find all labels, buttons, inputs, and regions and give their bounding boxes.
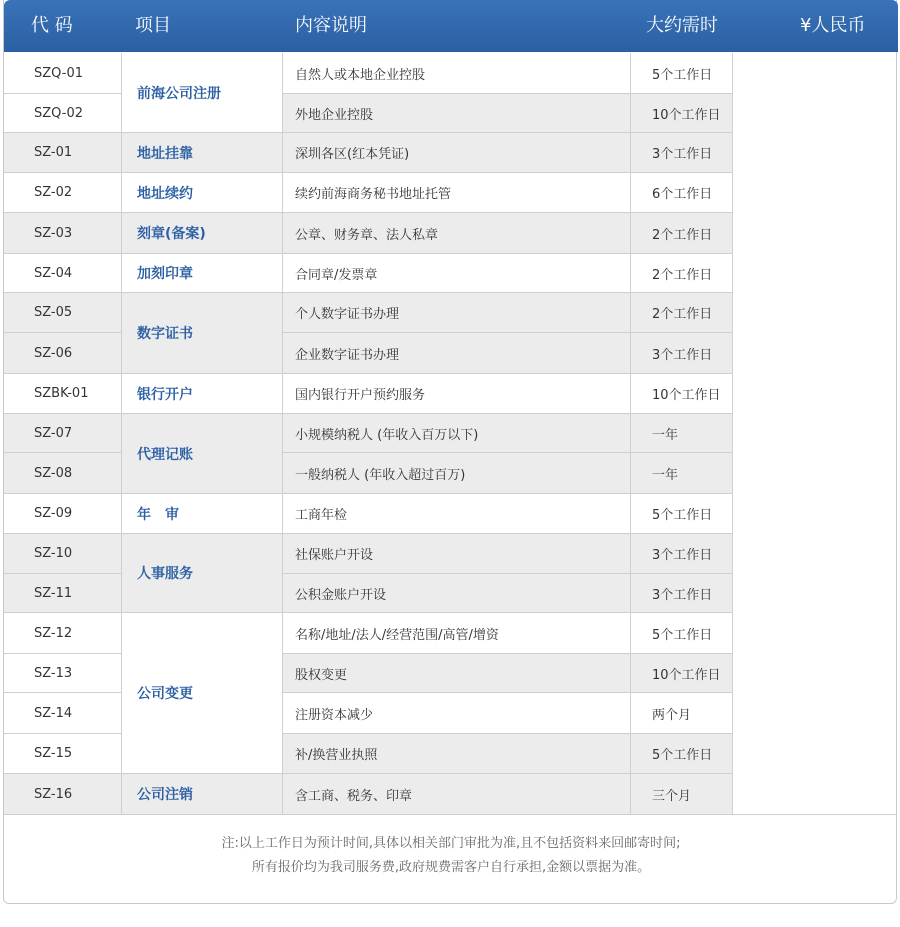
table-header <box>4 0 898 52</box>
code-cell: SZ-14 <box>4 693 122 734</box>
header-duration: 大约需时 <box>646 15 718 36</box>
description-cell: 注册资本减少 <box>283 693 631 734</box>
header-price: ¥人民币 <box>800 15 866 36</box>
code-cell: SZQ-02 <box>4 94 122 133</box>
code-cell: SZ-10 <box>4 534 122 574</box>
duration-cell: 5个工作日 <box>631 494 733 534</box>
code-cell: SZBK-01 <box>4 374 122 414</box>
duration-cell: 3个工作日 <box>631 534 733 574</box>
header-content: 内容说明 <box>295 15 367 36</box>
footnote-line-2: 所有报价均为我司服务费,政府规费需客户自行承担,金额以票据为准。 <box>251 860 651 875</box>
project-cell: 银行开户 <box>122 374 283 414</box>
description-cell: 工商年检 <box>283 494 631 534</box>
project-cell: 人事服务 <box>122 534 283 613</box>
footnote <box>4 814 898 880</box>
duration-cell: 3个工作日 <box>631 133 733 173</box>
description-cell: 一般纳税人 (年收入超过百万) <box>283 453 631 494</box>
description-cell: 股权变更 <box>283 654 631 693</box>
project-cell: 数字证书 <box>122 293 283 374</box>
duration-cell: 5个工作日 <box>631 613 733 654</box>
project-cell: 代理记账 <box>122 414 283 494</box>
code-cell: SZ-09 <box>4 494 122 534</box>
code-cell: SZ-01 <box>4 133 122 173</box>
service-table <box>3 0 897 904</box>
header-code: 代 码 <box>31 15 73 36</box>
project-cell: 公司变更 <box>122 613 283 774</box>
code-cell: SZ-15 <box>4 734 122 774</box>
code-cell: SZ-11 <box>4 574 122 613</box>
code-cell: SZ-07 <box>4 414 122 453</box>
price-column <box>733 53 896 815</box>
description-cell: 个人数字证书办理 <box>283 293 631 333</box>
code-cell: SZ-13 <box>4 654 122 693</box>
project-cell: 地址续约 <box>122 173 283 213</box>
description-cell: 续约前海商务秘书地址托管 <box>283 173 631 213</box>
duration-cell: 10个工作日 <box>631 654 733 693</box>
duration-cell: 10个工作日 <box>631 374 733 414</box>
duration-cell: 6个工作日 <box>631 173 733 213</box>
description-cell: 企业数字证书办理 <box>283 333 631 374</box>
description-cell: 外地企业控股 <box>283 94 631 133</box>
description-cell: 补/换营业执照 <box>283 734 631 774</box>
description-cell: 社保账户开设 <box>283 534 631 574</box>
project-cell: 刻章(备案) <box>122 213 283 254</box>
code-cell: SZ-03 <box>4 213 122 254</box>
description-cell: 公积金账户开设 <box>283 574 631 613</box>
project-cell: 年 审 <box>122 494 283 534</box>
duration-cell: 2个工作日 <box>631 293 733 333</box>
footnote-line-1: 注:以上工作日为预计时间,具体以相关部门审批为准,且不包括资料来回邮寄时间; <box>221 836 681 851</box>
project-cell: 加刻印章 <box>122 254 283 293</box>
description-cell: 合同章/发票章 <box>283 254 631 293</box>
duration-cell: 三个月 <box>631 774 733 815</box>
code-cell: SZ-02 <box>4 173 122 213</box>
description-cell: 深圳各区(红本凭证) <box>283 133 631 173</box>
duration-cell: 一年 <box>631 453 733 494</box>
project-cell: 公司注销 <box>122 774 283 815</box>
duration-cell: 2个工作日 <box>631 213 733 254</box>
header-project: 项目 <box>135 15 171 36</box>
description-cell: 名称/地址/法人/经营范围/高管/增资 <box>283 613 631 654</box>
duration-cell: 2个工作日 <box>631 254 733 293</box>
duration-cell: 5个工作日 <box>631 53 733 94</box>
description-cell: 自然人或本地企业控股 <box>283 53 631 94</box>
duration-cell: 一年 <box>631 414 733 453</box>
duration-cell: 两个月 <box>631 693 733 734</box>
code-cell: SZ-05 <box>4 293 122 333</box>
code-cell: SZ-06 <box>4 333 122 374</box>
duration-cell: 5个工作日 <box>631 734 733 774</box>
code-cell: SZ-08 <box>4 453 122 494</box>
code-cell: SZ-04 <box>4 254 122 293</box>
description-cell: 含工商、税务、印章 <box>283 774 631 815</box>
project-cell: 地址挂靠 <box>122 133 283 173</box>
code-cell: SZ-12 <box>4 613 122 654</box>
duration-cell: 3个工作日 <box>631 333 733 374</box>
duration-cell: 10个工作日 <box>631 94 733 133</box>
duration-cell: 3个工作日 <box>631 574 733 613</box>
description-cell: 国内银行开户预约服务 <box>283 374 631 414</box>
code-cell: SZ-16 <box>4 774 122 815</box>
description-cell: 小规模纳税人 (年收入百万以下) <box>283 414 631 453</box>
description-cell: 公章、财务章、法人私章 <box>283 213 631 254</box>
project-cell: 前海公司注册 <box>122 53 283 133</box>
code-cell: SZQ-01 <box>4 53 122 94</box>
